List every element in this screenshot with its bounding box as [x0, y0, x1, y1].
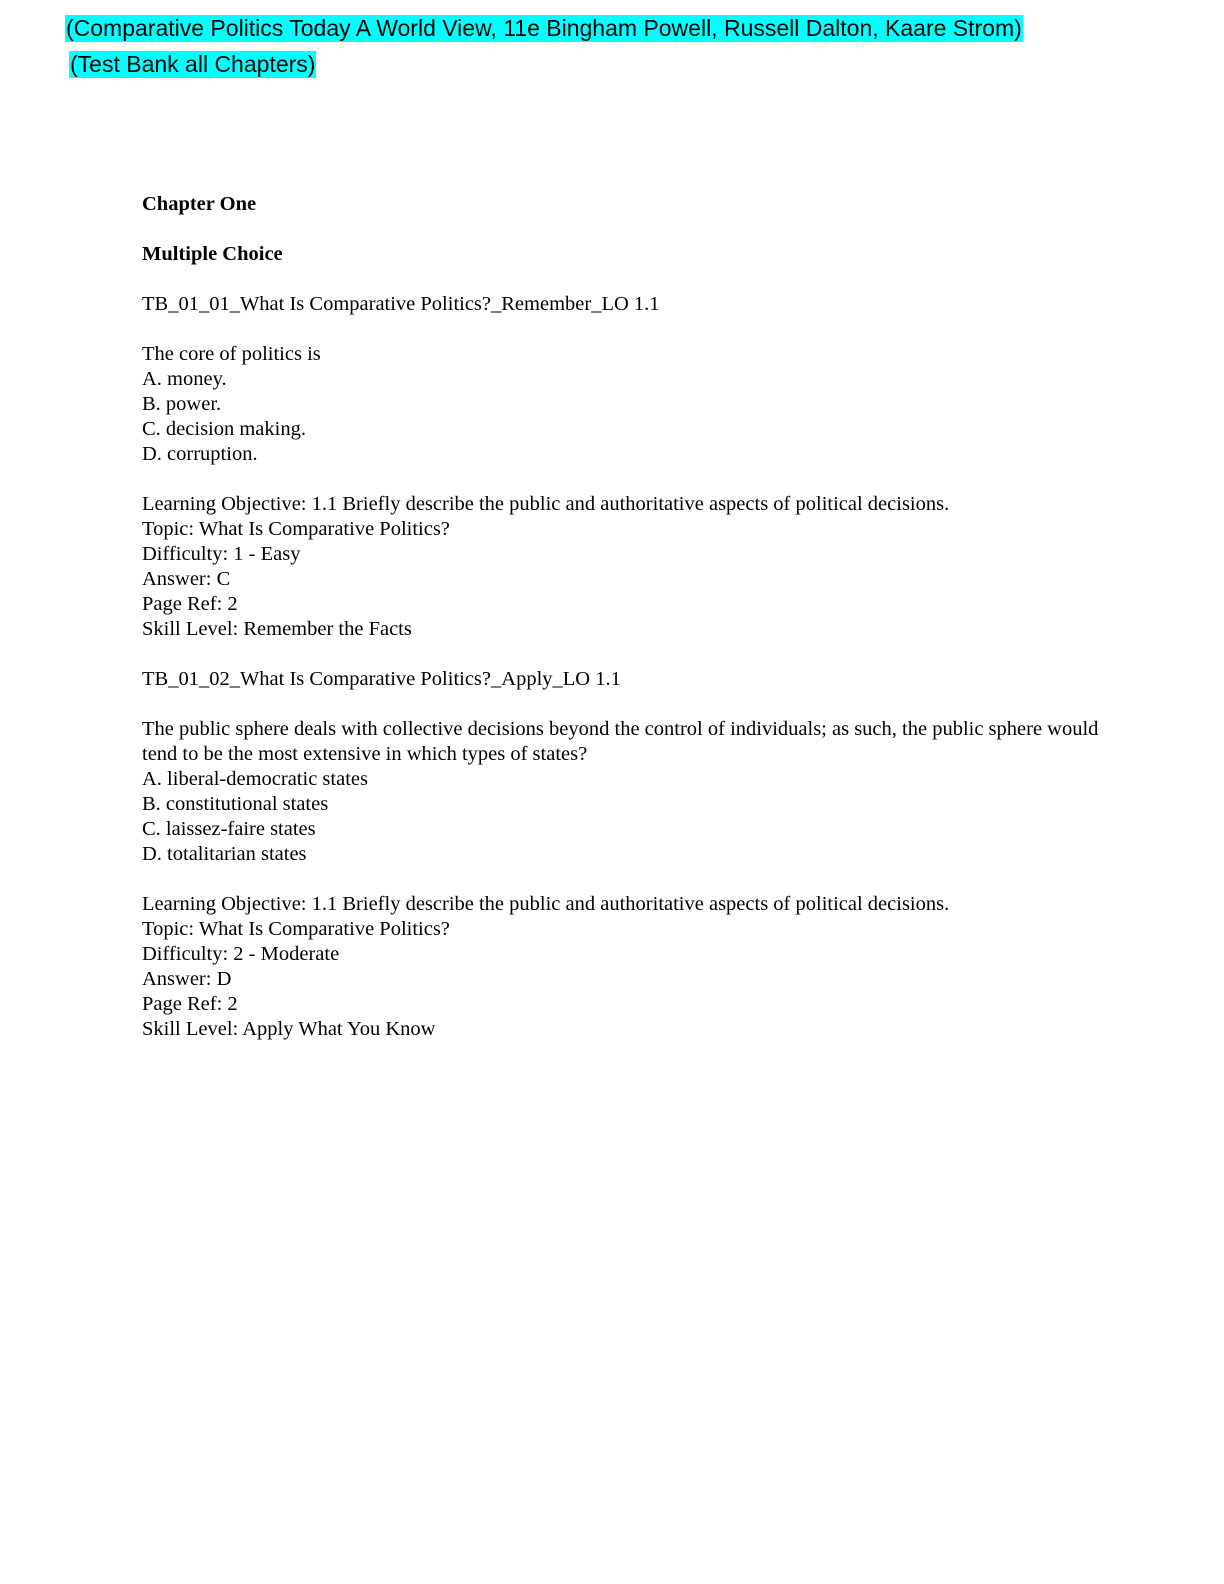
answer-option: B. constitutional states	[142, 793, 329, 815]
topic: Topic: What Is Comparative Politics?	[142, 918, 450, 940]
banner-title: (Comparative Politics Today A World View, 11e Bingham Powell, Russell Dalton, Kaare Strom)	[66, 15, 1022, 41]
question-code: TB_01_01_What Is Comparative Politics?_Remember_LO 1.1	[142, 293, 660, 315]
banner-subtitle: (Test Bank all Chapters)	[70, 51, 316, 77]
answer-option: C. laissez-faire states	[142, 818, 316, 840]
question-code: TB_01_02_What Is Comparative Politics?_Apply_LO 1.1	[142, 668, 621, 690]
difficulty: Difficulty: 1 - Easy	[142, 543, 301, 565]
answer-option: A. liberal-democratic states	[142, 768, 368, 790]
answer-option: D. totalitarian states	[142, 843, 307, 865]
question-block	[142, 342, 1102, 467]
answer-key: Answer: D	[142, 968, 232, 990]
difficulty: Difficulty: 2 - Moderate	[142, 943, 340, 965]
page-ref: Page Ref: 2	[142, 593, 238, 615]
page-ref: Page Ref: 2	[142, 993, 238, 1015]
learning-objective: Learning Objective: 1.1 Briefly describe the public and authoritative aspects of political decisions.	[142, 893, 950, 915]
question-block	[142, 717, 1102, 867]
chapter-title: Chapter One	[142, 193, 257, 215]
answer-option: A. money.	[142, 368, 227, 390]
question-metadata	[142, 892, 1102, 1042]
answer-option: C. decision making.	[142, 418, 306, 440]
learning-objective: Learning Objective: 1.1 Briefly describe the public and authoritative aspects of political decisions.	[142, 493, 950, 515]
answer-option: D. corruption.	[142, 443, 258, 465]
document-body	[142, 192, 1102, 1067]
answer-key: Answer: C	[142, 568, 231, 590]
skill-level: Skill Level: Remember the Facts	[142, 618, 412, 640]
topic: Topic: What Is Comparative Politics?	[142, 518, 450, 540]
section-title: Multiple Choice	[142, 243, 283, 265]
answer-option: B. power.	[142, 393, 222, 415]
skill-level: Skill Level: Apply What You Know	[142, 1018, 436, 1040]
question-stem: The core of politics is	[142, 343, 321, 365]
question-stem: The public sphere deals with collective decisions beyond the control of individuals; as such, the public sphere would tend to be the most extensive in which types of states?	[142, 718, 1099, 765]
question-metadata	[142, 492, 1102, 642]
